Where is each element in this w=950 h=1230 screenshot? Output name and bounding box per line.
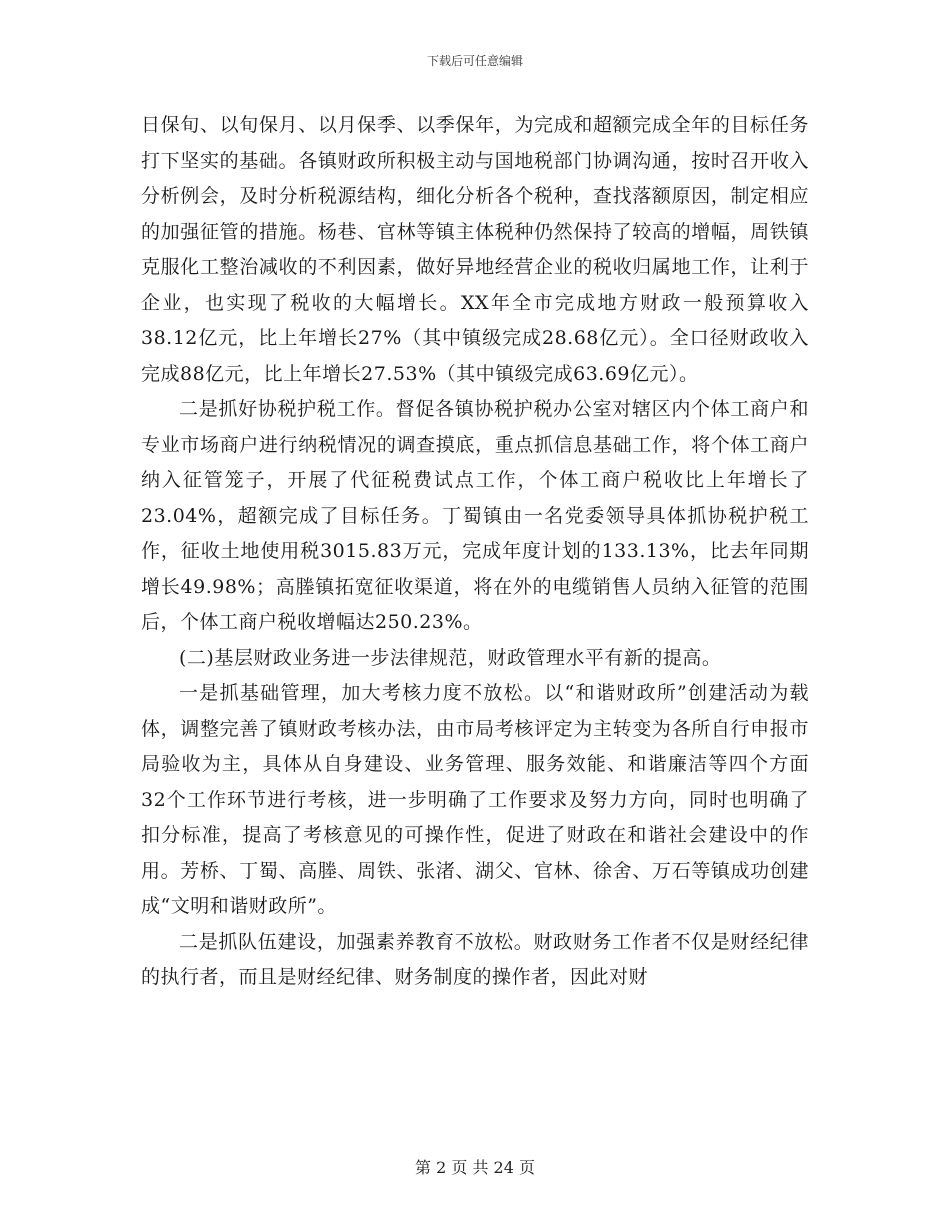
paragraph-1: 日保旬、以旬保月、以月保季、以季保年，为完成和超额完成全年的目标任务打下坚实的基础。各镇财政所积极主动与国地税部门协调沟通，按时召开收入分析例会，及时分析税源结构，细化分析各个税种，查找落额原因，制定相应的加强征管的措施。杨巷、官林等镇主体税种仍然保持了较高的增幅，周铁镇克服化工整治减收的不利因素，做好异地经营企业的税收归属地工作，让利于企业，也实现了税收的大幅增长。XX年全市完成地方财政一般预算收入38.12亿元，比上年增长27%（其中镇级完成28.68亿元）。全口径财政收入完成88亿元，比上年增长27.53%（其中镇级完成63.69亿元）。 xyxy=(141,114,809,385)
page-number: 第 2 页 共 24 页 xyxy=(415,1158,535,1177)
paragraph-4: 二是抓队伍建设，加强素养教育不放松。财政财务工作者不仅是财经纪律的执行者，而且是财经纪律、财务制度的操作者，因此对财 xyxy=(141,930,809,988)
section-heading: (二)基层财政业务进一步法律规范，财政管理水平有新的提高。 xyxy=(179,646,722,669)
page-header: 下载后可任意编辑 xyxy=(426,54,523,68)
paragraph-2: 二是抓好协税护税工作。督促各镇协税护税办公室对辖区内个体工商户和专业市场商户进行纳税情况的调查摸底，重点抓信息基础工作，将个体工商户纳入征管笼子，开展了代征税费试点工作，个体工商户税收比上年增长了23.04%，超额完成了目标任务。丁蜀镇由一名党委领导具体抓协税护税工作，征收土地使用税3015.83万元，完成年度计划的133.13%，比去年同期增长49.98%；高塍镇拓宽征收渠道，将在外的电缆销售人员纳入征管的范围后，个体工商户税收增幅达250.23%。 xyxy=(141,398,809,633)
document-body xyxy=(141,108,809,996)
paragraph-3: 一是抓基础管理，加大考核力度不放松。以“和谐财政所”创建活动为载体，调整完善了镇财政考核办法，由市局考核评定为主转变为各所自行申报市局验收为主，具体从自身建设、业务管理、服务效能、和谐廉洁等四个方面32个工作环节进行考核，进一步明确了工作要求及努力方向，同时也明确了扣分标准，提高了考核意见的可操作性，促进了财政在和谐社会建设中的作用。芳桥、丁蜀、高塍、周铁、张渚、湖父、官林、徐舍、万石等镇成功创建成“文明和谐财政所”。 xyxy=(141,682,809,917)
